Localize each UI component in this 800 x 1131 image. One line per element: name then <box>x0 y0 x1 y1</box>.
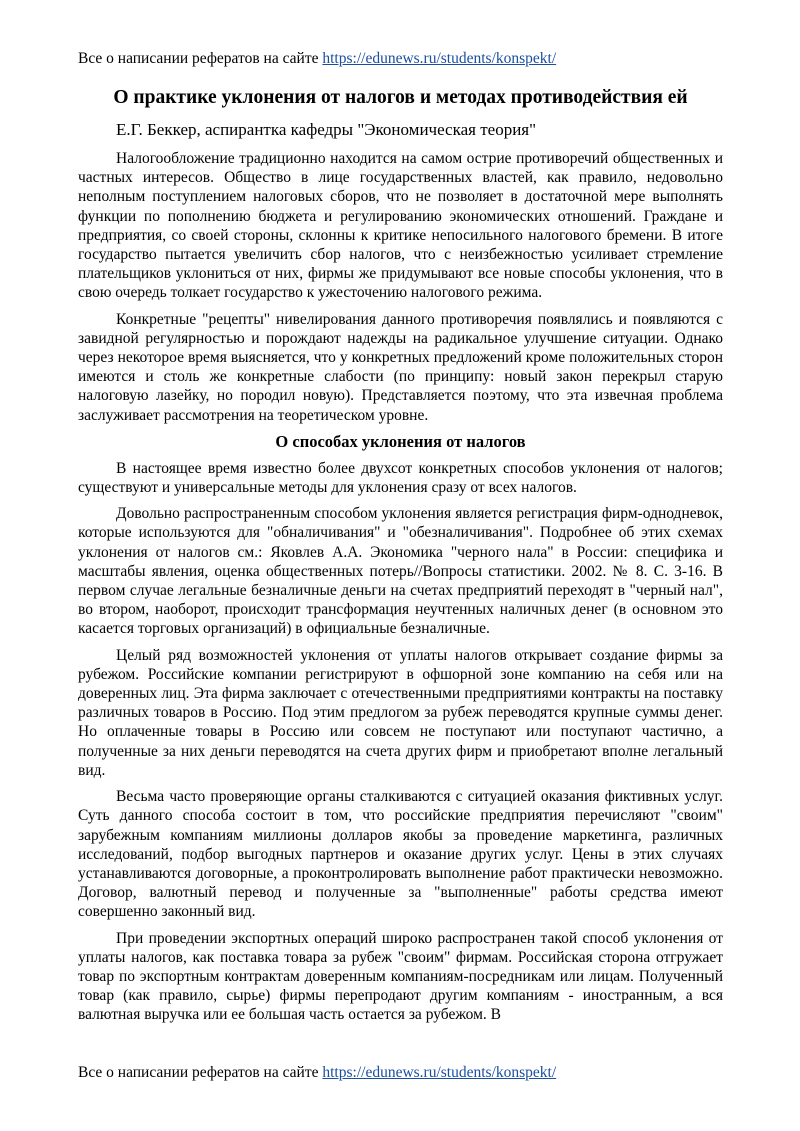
header-link[interactable]: https://edunews.ru/students/konspekt/ <box>322 50 557 67</box>
paragraph: Налогообложение традиционно находится на самом острие противоречий общественных и частных интересов. Общество в лице государственных властей, как правило, недовольно неполным поступлением налоговых сборов, что не позволяет в достаточной мере выполнять функции по пополнению бюджета и регулированию экономических отношений. Граждане и предприятия, со своей стороны, склонны к критике непосильного налогового бремени. В итоге государство пытается увеличить сбор налогов, что с неизбежностью усиливает стремление плательщиков уклониться от них, фирмы же придумывают все новые способы уклонения, что в свою очередь толкает государство к ужесточению налогового режима. <box>78 150 723 302</box>
paragraph: Целый ряд возможностей уклонения от уплаты налогов открывает создание фирмы за рубежом. Российские компании регистрируют в офшорной зоне компанию на себя или на доверенных лиц. Эта фирма заключает с отечественными предприятиями контракты на поставку различных товаров в Россию. Под этим предлогом за рубеж переводятся крупные суммы денег. Но оплаченные товары в Россию или совсем не поступают или поступают частично, а полученные за них деньги переводятся на счета других фирм и приобретают вполне легальный вид. <box>78 646 723 779</box>
paragraph: Конкретные "рецепты" нивелирования данного противоречия появлялись и появляются с завидной регулярностью и порождают надежды на радикальное улучшение ситуации. Однако через некоторое время выясняется, что у конкретных предложений кроме положительных сторон имеются и столь же конкретные слабости (по принципу: новый закон перекрыл старую налоговую лазейку, но породил новую). Представляется поэтому, что эта извечная проблема заслуживает рассмотрения на теоретическом уровне. <box>78 310 723 424</box>
paragraph: При проведении экспортных операций широко распространен такой способ уклонения от уплаты налогов, как поставка товара за рубеж "своим" фирмам. Российская сторона отгружает товар по экспортным контрактам доверенным компаниям-посредникам или лицам. Полученный товар (как правило, сырье) фирмы перепродают другим компаниям - иностранным, а вся валютная выручка или ее большая часть остается за рубежом. В <box>78 929 723 1024</box>
page-header <box>78 50 556 68</box>
footer-link[interactable]: https://edunews.ru/students/konspekt/ <box>322 1064 557 1081</box>
document-body <box>78 86 723 1032</box>
document-title: О практике уклонения от налогов и методах противодействия ей <box>113 87 688 108</box>
header-text: Все о написании рефератов на сайте <box>78 50 319 67</box>
section-heading: О способах уклонения от налогов <box>275 431 526 451</box>
page-footer <box>78 1064 556 1082</box>
paragraph: Весьма часто проверяющие органы сталкиваются с ситуацией оказания фиктивных услуг. Суть данного способа состоит в том, что российские предприятия перечисляют "своим" зарубежным компаниям миллионы долларов якобы за проведение маркетинга, различных исследований, подбор выгодных партнеров и оказание других услуг. Цены в этих случаях устанавливаются договорные, а проконтролировать выполнение работ практически невозможно. Договор, валютный перевод и полученные за "выполненные" работы средства имеют совершенно законный вид. <box>78 788 723 921</box>
paragraph: В настоящее время известно более двухсот конкретных способов уклонения от налогов; существуют и универсальные методы для уклонения сразу от всех налогов. <box>78 459 723 497</box>
paragraph: Довольно распространенным способом уклонения является регистрация фирм-однодневок, которые используются для "обналичивания" и "обезналичивания". Подробнее об этих схемах уклонения от налогов см.: Яковлев А.А. Экономика "черного нала" в России: специфика и масштабы явления, оценка общественных потерь//Вопросы статистики. 2002. № 8. С. 3-16. В первом случае легальные безналичные деньги на счетах предприятий переходят в "черный нал", во втором, наоборот, происходит трансформация неучтенных наличных денег (в основном это касается торговых организаций) в официальные безналичные. <box>78 505 723 638</box>
footer-text: Все о написании рефератов на сайте <box>78 1064 319 1081</box>
document-author: Е.Г. Беккер, аспирантка кафедры "Экономическая теория" <box>116 120 537 139</box>
